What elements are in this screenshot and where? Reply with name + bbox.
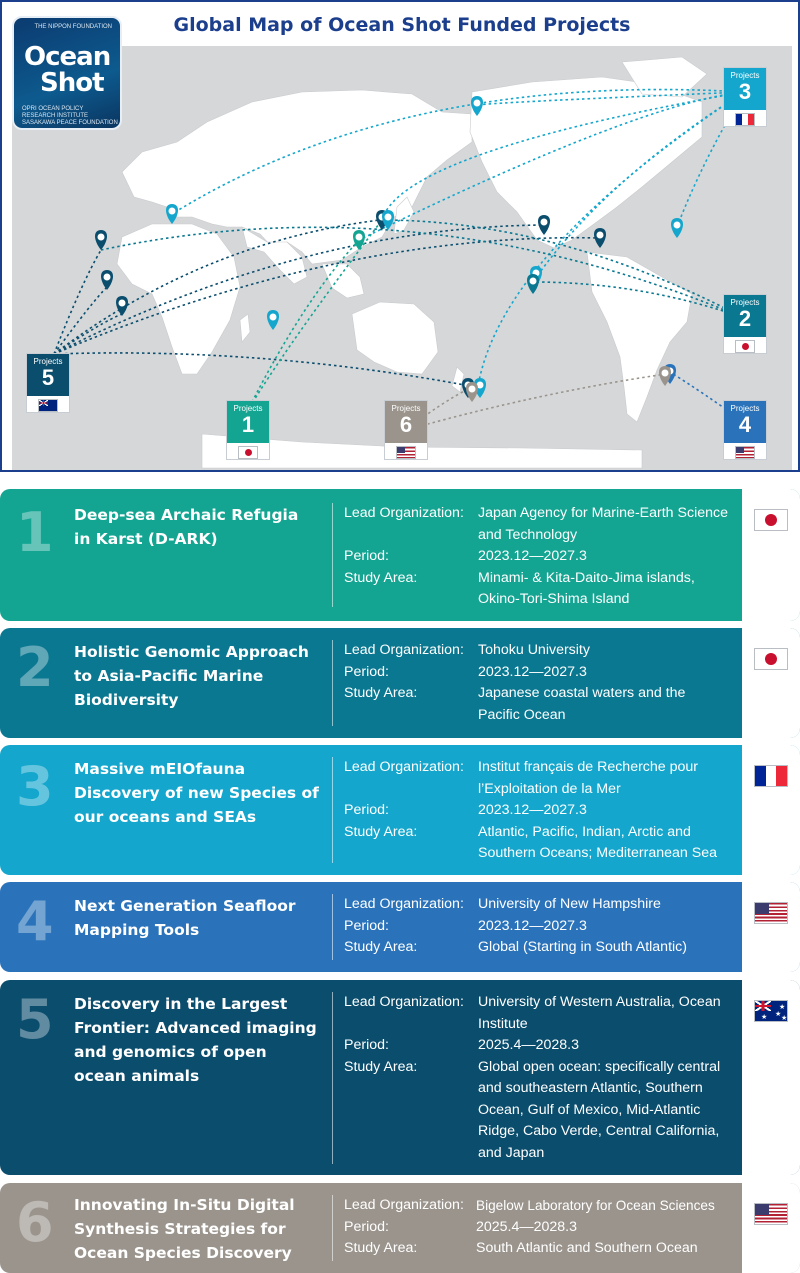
australia-flag-icon (38, 399, 58, 412)
map-badge-label: Projects (391, 404, 421, 413)
land-north-america (470, 77, 702, 248)
france-flag-icon (754, 765, 788, 787)
japan-flag-icon (754, 509, 788, 531)
project-card-3[interactable] (0, 745, 800, 875)
lead-org-value: Institut français de Recherche pour l’Exploitation de la Mer (478, 759, 699, 797)
japan-flag-icon (754, 648, 788, 670)
land-madagascar (240, 314, 250, 342)
study-area-label: Study Area: (344, 823, 418, 840)
project-title: Innovating In-Situ Digital Synthesis Strategies for Ocean Species Discovery (74, 1196, 295, 1262)
lead-org-value: Tohoku University (478, 642, 590, 658)
page-title: Global Map of Ocean Shot Funded Projects (173, 14, 631, 36)
project-title: Massive mEIOfauna Discovery of new Species of our oceans and SEAs (74, 760, 319, 826)
project-title: Next Generation Seafloor Mapping Tools (74, 897, 296, 939)
france-flag-icon (735, 113, 755, 126)
logo-institute-text (22, 106, 118, 127)
card-divider (332, 503, 333, 607)
project-number: 6 (16, 1191, 54, 1254)
period-value: 2023.12—2027.3 (478, 663, 587, 680)
map-panel (0, 0, 800, 472)
usa-flag-icon (735, 446, 755, 459)
project-number: 4 (16, 890, 54, 953)
lead-org-label: Lead Organization: (344, 642, 464, 658)
period-value: 2023.12—2027.3 (478, 802, 587, 818)
project-info (344, 1195, 738, 1260)
period-label: Period: (344, 1218, 389, 1235)
card-divider (332, 757, 333, 863)
period-label: Period: (344, 1037, 389, 1053)
period-value: 2023.12—2027.3 (478, 917, 587, 934)
period-label: Period: (344, 548, 389, 564)
map-badge-label: Projects (33, 357, 63, 366)
location-pin-icon (527, 274, 539, 294)
location-pin-icon (267, 310, 279, 330)
lead-org-label: Lead Organization: (344, 994, 464, 1010)
map-badge-project-4[interactable] (723, 400, 767, 460)
study-area-label: Study Area: (344, 939, 418, 955)
map-badge-label: Projects (233, 404, 263, 413)
map-badge-project-3[interactable] (723, 67, 767, 127)
australia-flag-icon: ★ ★ ★ ★ (754, 1000, 788, 1022)
location-pin-icon (659, 366, 671, 386)
project-card-1[interactable] (0, 489, 800, 621)
lead-org-label: Lead Organization: (344, 1197, 464, 1213)
study-area-label: Study Area: (344, 1240, 418, 1256)
map-badge-number: 5 (41, 365, 55, 390)
land-south-america (587, 252, 692, 422)
project-info (344, 992, 738, 1164)
study-area-label: Study Area: (344, 1058, 418, 1075)
map-badge-project-6[interactable] (384, 400, 428, 460)
project-number: 2 (16, 636, 54, 699)
map-badge-number: 1 (241, 412, 255, 437)
land-africa (117, 224, 240, 374)
lead-org-value: University of Western Australia, Ocean Institute (478, 994, 721, 1032)
land-australia (352, 302, 438, 374)
project-title: Deep-sea Archaic Refugia in Karst (D-ARK) (74, 506, 299, 548)
project-number: 5 (16, 988, 54, 1051)
study-area-value: Global (Starting in South Atlantic) (478, 939, 687, 955)
period-value: 2025.4—2028.3 (476, 1218, 577, 1235)
map-badge-project-2[interactable] (723, 294, 767, 354)
study-area-value: Atlantic, Pacific, Indian, Arctic and Southern Oceans; Mediterranean Sea (478, 823, 717, 861)
map-badge-label: Projects (730, 298, 760, 307)
location-pin-icon (466, 382, 478, 402)
map-badge-number: 3 (738, 79, 752, 104)
logo-brand-line1: Ocean (24, 42, 111, 72)
flag-panel (742, 882, 800, 972)
flag-panel (742, 1183, 800, 1273)
location-pin-icon (95, 230, 107, 250)
flag-panel (742, 745, 800, 875)
map-badge-label: Projects (730, 71, 760, 80)
card-divider (332, 992, 333, 1164)
location-pin-icon (166, 204, 178, 224)
project-info (344, 640, 738, 726)
project-number: 3 (16, 755, 54, 818)
location-pin-icon (594, 228, 606, 248)
lead-org-value: Bigelow Laboratory for Ocean Sciences (476, 1198, 715, 1213)
map-badge-number: 6 (399, 412, 413, 437)
period-value: 2023.12—2027.3 (478, 548, 587, 564)
period-value: 2025.4—2028.3 (478, 1037, 579, 1053)
lead-org-label: Lead Organization: (344, 896, 464, 912)
period-label: Period: (344, 802, 389, 818)
logo-foundation-text: THE NIPPON FOUNDATION (34, 24, 112, 30)
study-area-value: Japanese coastal waters and the Pacific Ocean (478, 685, 686, 723)
project-card-6[interactable] (0, 1183, 800, 1273)
usa-flag-icon (396, 446, 416, 459)
location-pin-icon (116, 296, 128, 316)
project-card-2[interactable] (0, 628, 800, 738)
period-label: Period: (344, 917, 389, 934)
ocean-shot-logo (12, 16, 122, 130)
lead-org-value: University of New Hampshire (478, 896, 661, 912)
study-area-value: Global open ocean: specifically central and southeastern Atlantic, Southern Ocean, Gulf of Mexico, Mid-Atlantic Ridge, Cabo Verde, Central California, and Japan (478, 1058, 721, 1161)
lead-org-value: Japan Agency for Marine-Earth Science and Technology (478, 505, 728, 543)
study-area-label: Study Area: (344, 685, 418, 701)
project-card-5[interactable] (0, 980, 800, 1175)
location-pin-icon (671, 218, 683, 238)
card-divider (332, 1195, 333, 1261)
map-badge-project-1[interactable] (226, 400, 270, 460)
project-number: 1 (16, 501, 54, 564)
project-info (344, 503, 738, 611)
japan-flag-icon (735, 340, 755, 353)
usa-flag-icon (754, 902, 788, 924)
project-title: Discovery in the Largest Frontier: Advanced imaging and genomics of open ocean animals (74, 995, 317, 1085)
study-area-value: Minami- & Kita-Daito-Jima islands, Okino-Tori-Shima Island (478, 569, 695, 607)
japan-flag-icon (238, 446, 258, 459)
flag-panel (742, 489, 800, 621)
flag-panel (742, 628, 800, 738)
usa-flag-icon (754, 1203, 788, 1225)
location-pin-icon (101, 270, 113, 290)
project-info (344, 894, 738, 959)
lead-org-label: Lead Organization: (344, 505, 464, 521)
study-area-value: South Atlantic and Southern Ocean (476, 1240, 698, 1256)
map-badge-project-5[interactable] (26, 353, 70, 413)
project-info (344, 757, 738, 865)
study-area-label: Study Area: (344, 569, 418, 586)
project-title: Holistic Genomic Approach to Asia-Pacific Marine Biodiversity (74, 643, 309, 709)
logo-parent-name: SASAKAWA PEACE FOUNDATION (22, 120, 118, 126)
logo-brand-line2: Shot (40, 68, 104, 98)
map-badge-number: 2 (738, 306, 752, 331)
period-label: Period: (344, 663, 389, 680)
map-badge-label: Projects (730, 404, 760, 413)
lead-org-label: Lead Organization: (344, 759, 464, 775)
flag-panel (742, 980, 800, 1175)
project-card-4[interactable] (0, 882, 800, 972)
card-divider (332, 640, 333, 726)
land-nz (452, 367, 464, 392)
logo-institute-name: OPRI OCEAN POLICY RESEARCH INSTITUTE (22, 106, 89, 119)
card-divider (332, 894, 333, 960)
map-badge-number: 4 (738, 412, 752, 437)
